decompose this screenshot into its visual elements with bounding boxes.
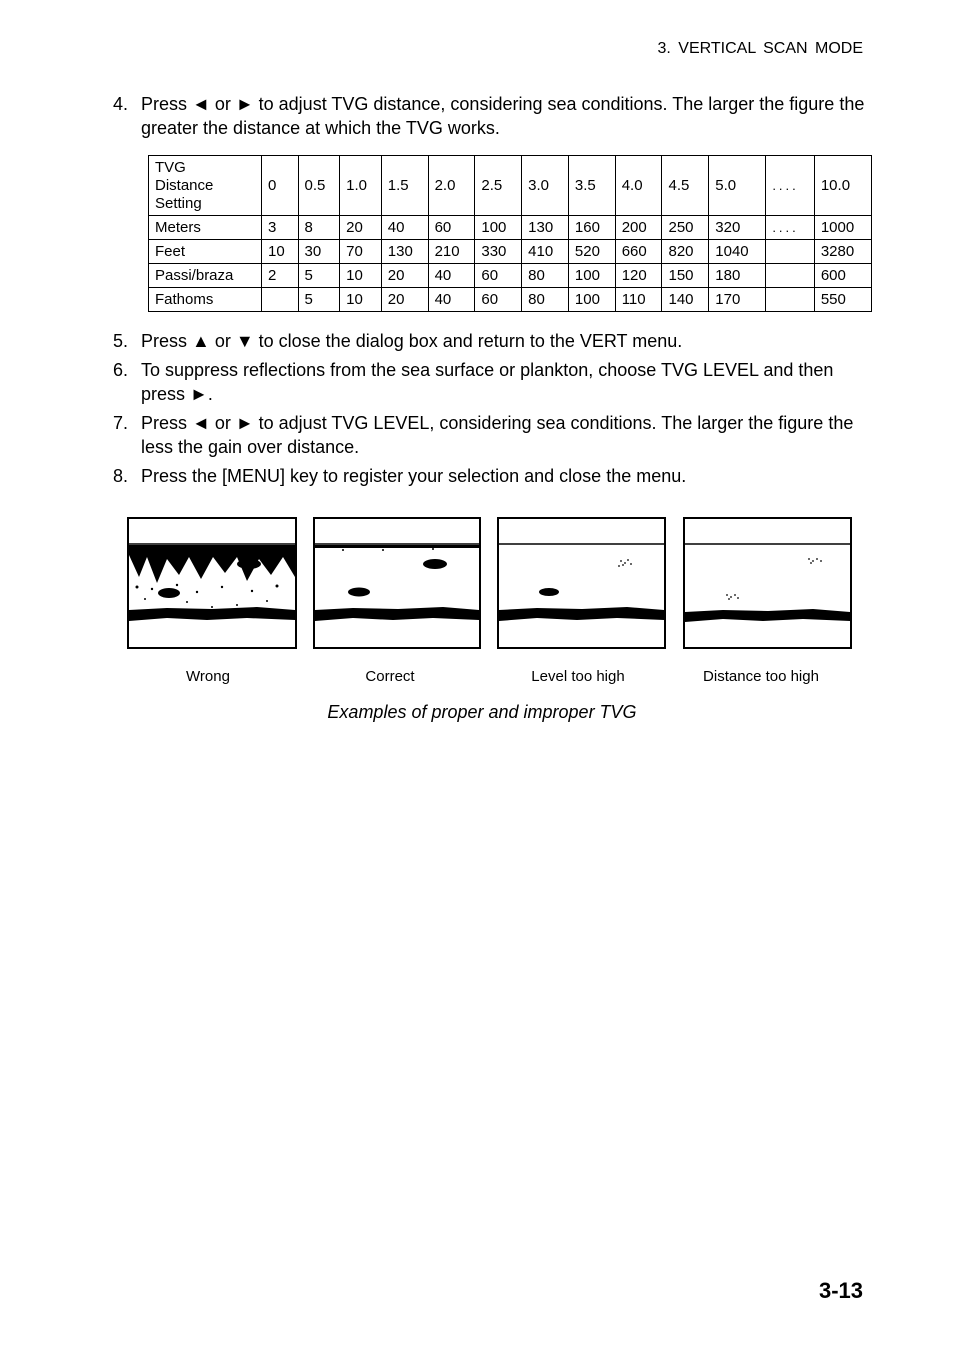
- table-cell: 5.0: [709, 156, 766, 216]
- table-cell: 100: [568, 264, 615, 288]
- table-cell: 200: [615, 216, 662, 240]
- table-cell: 10.0: [814, 156, 871, 216]
- table-cell: 30: [298, 240, 340, 264]
- table-cell: 1000: [814, 216, 871, 240]
- echogram-level-too-high: [497, 517, 666, 649]
- table-cell: 60: [475, 264, 522, 288]
- table-cell: 160: [568, 216, 615, 240]
- step-list-bottom: [113, 329, 873, 493]
- table-cell: 110: [615, 288, 662, 312]
- table-cell: 250: [662, 216, 709, 240]
- table-cell: 20: [381, 264, 428, 288]
- table-cell: 40: [428, 264, 475, 288]
- step-list-top: [113, 92, 873, 145]
- table-cell: 10: [340, 288, 382, 312]
- table-row: [149, 240, 872, 264]
- table-cell: 1040: [709, 240, 766, 264]
- page-number: 3-13: [818, 1278, 863, 1303]
- caption-level-too-high: Level too high: [531, 668, 625, 685]
- table-row: [149, 288, 872, 312]
- row-label: Fathoms: [149, 288, 262, 312]
- table-cell: 60: [428, 216, 475, 240]
- table-cell: 40: [428, 288, 475, 312]
- table-cell: 80: [522, 264, 569, 288]
- table-cell: 40: [381, 216, 428, 240]
- echogram-distance-too-high: [683, 517, 852, 649]
- table-cell: 3.5: [568, 156, 615, 216]
- row-label: Passi/braza: [149, 264, 262, 288]
- step-item: [113, 358, 873, 406]
- table-cell: 1.5: [381, 156, 428, 216]
- table-cell: 2.0: [428, 156, 475, 216]
- caption-distance-too-high: Distance too high: [703, 668, 819, 685]
- table-cell: 120: [615, 264, 662, 288]
- table-cell: 2.5: [475, 156, 522, 216]
- caption-wrong: Wrong: [186, 668, 230, 685]
- table-cell: 0: [262, 156, 299, 216]
- table-cell: 820: [662, 240, 709, 264]
- table-cell: 80: [522, 288, 569, 312]
- step-number: 4.: [113, 94, 129, 114]
- table-cell: 150: [662, 264, 709, 288]
- caption-correct: Correct: [365, 668, 415, 685]
- table-row: [149, 216, 872, 240]
- table-cell: 130: [522, 216, 569, 240]
- table-cell: 3: [262, 216, 299, 240]
- figure-title: Examples of proper and improper TVG: [327, 702, 637, 722]
- step-text: Press the [MENU] key to register your selection and close the menu.: [141, 466, 687, 486]
- table-cell: 1.0: [340, 156, 382, 216]
- tvg-example-figures: [0, 517, 954, 652]
- table-cell: ....: [766, 156, 815, 216]
- table-cell: 170: [709, 288, 766, 312]
- table-cell: 330: [475, 240, 522, 264]
- table-cell: [766, 288, 815, 312]
- table-cell: ....: [766, 216, 815, 240]
- table-cell: 5: [298, 264, 340, 288]
- tvg-distance-table: [148, 155, 872, 312]
- table-cell: 140: [662, 288, 709, 312]
- table-cell: 130: [381, 240, 428, 264]
- table-cell: 660: [615, 240, 662, 264]
- row-label: Meters: [149, 216, 262, 240]
- table-cell: 60: [475, 288, 522, 312]
- echogram-correct: [313, 517, 481, 649]
- step-item: [113, 329, 873, 353]
- echogram-wrong: [127, 517, 297, 649]
- table-cell: 410: [522, 240, 569, 264]
- table-cell: 70: [340, 240, 382, 264]
- running-header: 3. VERTICAL SCAN MODE: [657, 40, 863, 57]
- step-text: Press ◄ or ► to adjust TVG LEVEL, considering sea conditions. The larger the figure the less the gain over distance.: [141, 413, 854, 457]
- table-row: [149, 264, 872, 288]
- table-row: [149, 156, 872, 216]
- table-cell: 20: [381, 288, 428, 312]
- row-label: TVG Distance Setting: [149, 156, 262, 216]
- table-cell: 8: [298, 216, 340, 240]
- table-cell: 4.0: [615, 156, 662, 216]
- table-cell: 320: [709, 216, 766, 240]
- table-cell: 0.5: [298, 156, 340, 216]
- step-item: [113, 464, 873, 488]
- table-cell: 3.0: [522, 156, 569, 216]
- table-cell: 600: [814, 264, 871, 288]
- step-number: 7.: [113, 413, 129, 433]
- step-item: [113, 92, 873, 140]
- step-text: To suppress reflections from the sea surface or plankton, choose TVG LEVEL and then press ►.: [141, 360, 834, 404]
- table-cell: [766, 240, 815, 264]
- table-cell: 5: [298, 288, 340, 312]
- table-cell: 2: [262, 264, 299, 288]
- step-number: 6.: [113, 360, 129, 380]
- table-cell: 210: [428, 240, 475, 264]
- table-cell: 180: [709, 264, 766, 288]
- table-cell: 3280: [814, 240, 871, 264]
- table-cell: 550: [814, 288, 871, 312]
- step-number: 5.: [113, 331, 129, 351]
- table-cell: 4.5: [662, 156, 709, 216]
- row-label: Feet: [149, 240, 262, 264]
- step-text: Press ◄ or ► to adjust TVG distance, considering sea conditions. The larger the figure the greater the distance at which the TVG works.: [141, 94, 865, 138]
- table-cell: [262, 288, 299, 312]
- step-item: [113, 411, 873, 459]
- table-cell: [766, 264, 815, 288]
- table-cell: 10: [340, 264, 382, 288]
- table-cell: 520: [568, 240, 615, 264]
- step-number: 8.: [113, 466, 129, 486]
- table-cell: 20: [340, 216, 382, 240]
- table-cell: 100: [475, 216, 522, 240]
- table-cell: 10: [262, 240, 299, 264]
- step-text: Press ▲ or ▼ to close the dialog box and return to the VERT menu.: [141, 331, 683, 351]
- table-cell: 100: [568, 288, 615, 312]
